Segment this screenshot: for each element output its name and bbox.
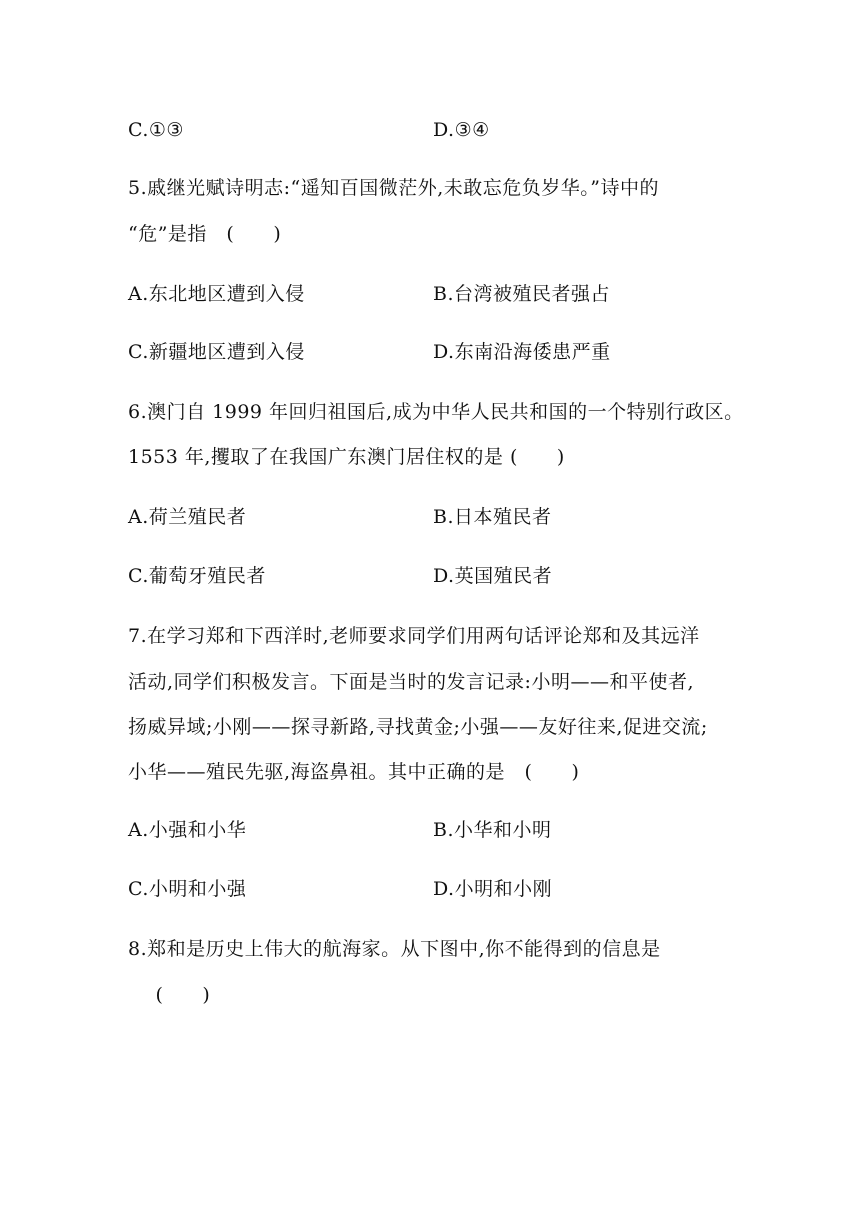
q5-stem-line-2: “危”是指 ( ): [128, 223, 282, 245]
q8-stem-line-2: ( ): [136, 984, 211, 1006]
q7-option-b: B.小华和小明: [433, 819, 552, 841]
q5-options-row-2: [128, 340, 748, 364]
q5-option-d: D.东南沿海倭患严重: [433, 341, 611, 363]
q7-options-row-2: [128, 877, 748, 901]
q6-option-d: D.英国殖民者: [433, 565, 553, 587]
q7-option-c: C.小明和小强: [128, 878, 247, 900]
q4-option-c: C.①③: [128, 119, 184, 141]
q7-stem-line-3: 扬威异域;小刚——探寻新路,寻找黄金;小强——友好往来,促进交流;: [128, 716, 708, 738]
q7-option-a: A.小强和小华: [128, 819, 247, 841]
q7-stem-line-1: 7.在学习郑和下西洋时,老师要求同学们用两句话评论郑和及其远洋: [128, 625, 700, 647]
q6-option-c: C.葡萄牙殖民者: [128, 565, 266, 587]
q4-options-row-2: [128, 118, 748, 142]
q5-option-c: C.新疆地区遭到入侵: [128, 341, 305, 363]
q4-option-d: D.③④: [433, 119, 490, 141]
q7-stem-line-2: 活动,同学们积极发言。下面是当时的发言记录:小明——和平使者,: [128, 671, 694, 693]
q6-stem-line-1: 6.澳门自 1999 年回归祖国后,成为中华人民共和国的一个特别行政区。: [128, 401, 744, 423]
q5-options-row-1: [128, 282, 748, 306]
q6-option-b: B.日本殖民者: [433, 506, 552, 528]
q7-option-d: D.小明和小刚: [433, 878, 553, 900]
q5-stem-line-1: 5.戚继光赋诗明志:“遥知百国微茫外,未敢忘危负岁华。”诗中的: [128, 177, 659, 199]
q5-option-a: A.东北地区遭到入侵: [128, 283, 305, 305]
q7-stem-line-4: 小华——殖民先驱,海盗鼻祖。其中正确的是 ( ): [128, 761, 580, 783]
q7-options-row-1: [128, 818, 748, 842]
q6-options-row-1: [128, 505, 748, 529]
q5-option-b: B.台湾被殖民者强占: [433, 283, 611, 305]
q8-stem-line-1: 8.郑和是历史上伟大的航海家。从下图中,你不能得到的信息是: [128, 938, 661, 960]
q6-options-row-2: [128, 564, 748, 588]
q6-stem-line-2: 1553 年,攫取了在我国广东澳门居住权的是 ( ): [128, 446, 565, 468]
q6-option-a: A.荷兰殖民者: [128, 506, 247, 528]
